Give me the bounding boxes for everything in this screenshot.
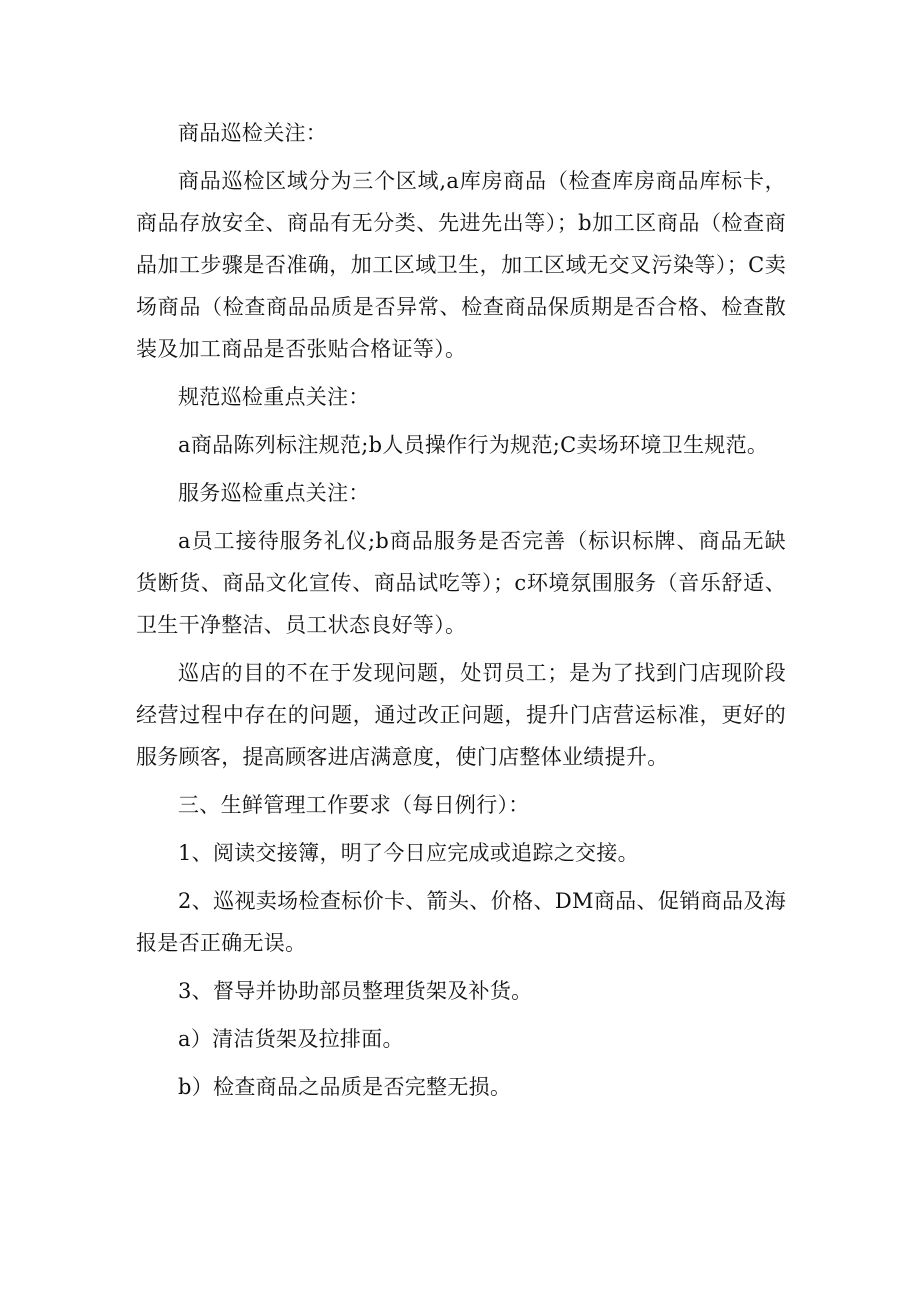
paragraph-section-fresh-management: 三、生鲜管理工作要求（每日例行）：: [178, 793, 530, 817]
paragraph-heading-standard-inspection: 规范巡检重点关注：: [178, 385, 370, 409]
paragraph-product-inspection-areas: 商品巡检区域分为三个区域,a库房商品（检查库房商品库标卡，商品存放安全、商品有无分类、先进先出等）；b加工区商品（检查商品加工步骤是否准确，加工区域卫生，加工区域无交叉污染等）；C卖场商品（检查商品品质是否异常、检查商品保质期是否合格、检查散装及加工商品是否张贴合格证等）。: [136, 169, 786, 361]
paragraph-subitem-b: b）检查商品之品质是否完整无损。: [178, 1075, 512, 1099]
paragraph-service-inspection-items: a员工接待服务礼仪;b商品服务是否完善（标识标牌、商品无缺货断货、商品文化宣传、商品试吃等）；c环境氛围服务（音乐舒适、卫生干净整洁、员工状态良好等）。: [136, 529, 786, 637]
paragraph-heading-product-inspection: 商品巡检关注：: [178, 121, 328, 145]
paragraph-item-1: 1、阅读交接簿，明了今日应完成或追踪之交接。: [178, 841, 639, 865]
document-body: [136, 112, 786, 1114]
paragraph-standard-inspection-items: a商品陈列标注规范;b人员操作行为规范;C卖场环境卫生规范。: [178, 433, 769, 457]
paragraph-store-visit-purpose: 巡店的目的不在于发现问题，处罚员工；是为了找到门店现阶段经营过程中存在的问题，通过改正问题，提升门店营运标准，更好的服务顾客，提高顾客进店满意度，使门店整体业绩提升。: [136, 661, 786, 769]
paragraph-heading-service-inspection: 服务巡检重点关注：: [178, 481, 370, 505]
paragraph-item-2: 2、巡视卖场检查标价卡、箭头、价格、DM商品、促销商品及海报是否正确无误。: [136, 889, 786, 955]
paragraph-subitem-a: a）清洁货架及拉排面。: [178, 1027, 404, 1051]
paragraph-item-3: 3、督导并协助部员整理货架及补货。: [178, 979, 533, 1003]
